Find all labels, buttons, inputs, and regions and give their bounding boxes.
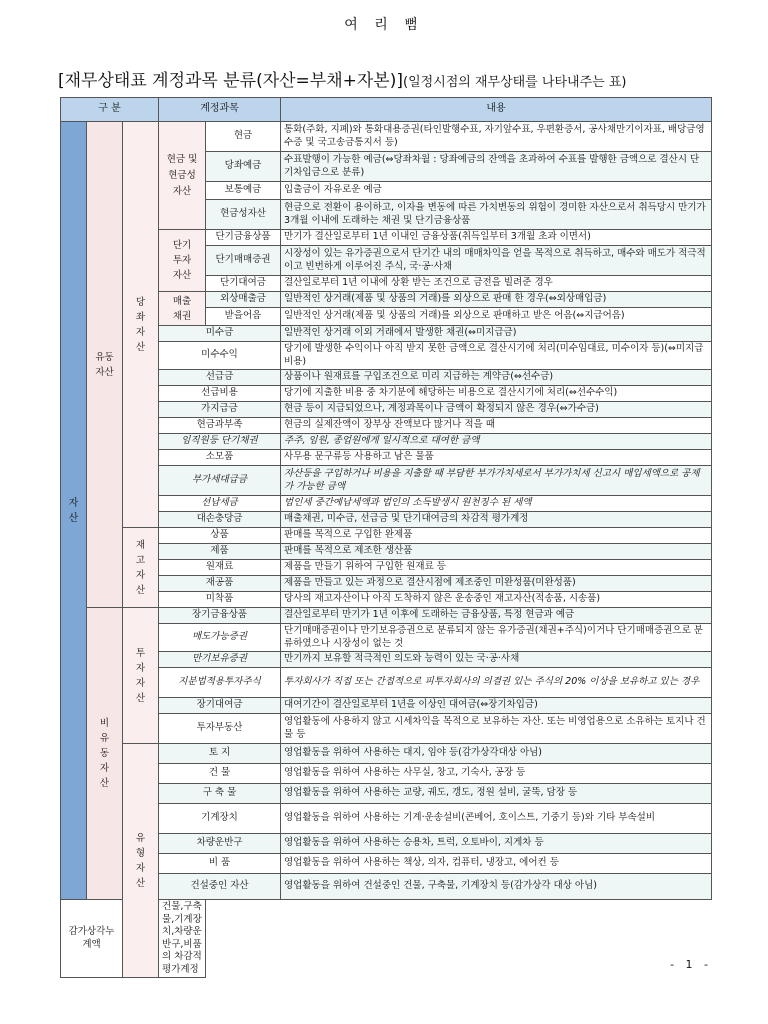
table-row xyxy=(61,652,712,668)
row-account: 상품 xyxy=(159,528,281,544)
row-content: 단기매매증권이나 만기보유증권으로 분류되지 않는 유가증권(채권+주식)이거나 단기매매증권으로 분류하였으나 시장성이 없는 것 xyxy=(281,624,712,652)
row-account: 장기대여금 xyxy=(159,698,281,714)
row-content: 당기에 발생한 수익이나 아직 받지 못한 금액으로 결산시기에 처리(미수임대료, 미수이자 등)(⇔미지급비용) xyxy=(281,342,712,370)
row-content: 주주, 임원, 종업원에게 일시적으로 대여한 금액 xyxy=(281,434,712,450)
row-content: 건물,구축물,기계장치,차량운반구,비품의 차감적 평가계정 xyxy=(159,900,206,978)
table-row xyxy=(61,592,712,608)
row-content: 당사의 재고자산이나 아직 도착하지 않은 운송중인 재고자산(적송품, 시송품) xyxy=(281,592,712,608)
table-row xyxy=(61,342,712,370)
table-row xyxy=(61,900,712,978)
table-row xyxy=(61,874,712,900)
row-content: 당기에 지출한 비용 중 차기분에 해당하는 비용으로 결산시기에 처리(⇔선수수익) xyxy=(281,386,712,402)
table-row xyxy=(61,496,712,512)
row-account: 외상매출금 xyxy=(206,292,281,308)
table-row xyxy=(61,576,712,592)
headline-main: [재무상태표 계정과목 분류(자산=부채+자본)] xyxy=(58,71,403,91)
row-content: 현금 등이 지급되었으나, 계정과목이나 금액이 확정되지 않은 경우(⇔가수금) xyxy=(281,402,712,418)
row-content: 입출금이 자유로운 예금 xyxy=(281,182,712,200)
group-inventory: 재고자산 xyxy=(123,528,159,608)
group-current-assets: 유동자산 xyxy=(87,122,123,608)
table-row xyxy=(61,764,712,784)
row-content: 사무용 문구류등 사용하고 남은 물품 xyxy=(281,450,712,466)
row-content: 제품을 만들기 위하여 구입한 원재료 등 xyxy=(281,560,712,576)
row-account: 지분법적용투자주식 xyxy=(159,668,281,698)
row-account: 현금성자산 xyxy=(206,200,281,230)
account-table xyxy=(60,97,712,978)
table-row xyxy=(61,668,712,698)
header-content: 내용 xyxy=(281,98,712,122)
table-row xyxy=(61,528,712,544)
row-account: 소모품 xyxy=(159,450,281,466)
table-row xyxy=(61,714,712,744)
page-number: - 1 - xyxy=(670,958,712,971)
row-content: 판매를 목적으로 제조한 생산품 xyxy=(281,544,712,560)
group-tangible-assets: 유형자산 xyxy=(123,744,159,978)
group-investment-assets: 투자자산 xyxy=(123,608,159,744)
row-content: 통화(주화, 지폐)와 통화대용증권(타인발행수표, 자기앞수표, 우편환증서, 공사채만기이자표, 배당금영수증 및 국고송금통지서 등) xyxy=(281,122,712,152)
group-noncurrent-assets: 비유동자산 xyxy=(87,608,123,900)
row-account: 선급금 xyxy=(159,370,281,386)
group-receivables: 매출 채권 xyxy=(159,292,206,326)
row-account: 현금과부족 xyxy=(159,418,281,434)
table-row xyxy=(61,466,712,496)
table-row xyxy=(61,370,712,386)
row-content: 판매를 목적으로 구입한 완제품 xyxy=(281,528,712,544)
row-account: 재공품 xyxy=(159,576,281,592)
table-row xyxy=(61,434,712,450)
row-account: 당좌예금 xyxy=(206,152,281,182)
table-row xyxy=(61,608,712,624)
row-account: 단기매매증권 xyxy=(206,246,281,276)
row-content: 제품을 만들고 있는 과정으로 결산시점에 제조중인 미완성품(미완성품) xyxy=(281,576,712,592)
table-row xyxy=(61,624,712,652)
row-content: 영업활동을 위하여 사용하는 대지, 임야 등(감가상각대상 아님) xyxy=(281,744,712,764)
row-content: 투자회사가 직접 또는 간접적으로 피투자회사의 의결권 있는 주식의 20% 이상을 보유하고 있는 경우 xyxy=(281,668,712,698)
row-account: 단기대여금 xyxy=(206,276,281,292)
row-account: 부가세대급금 xyxy=(159,466,281,496)
table-row xyxy=(61,386,712,402)
table-header-row xyxy=(61,98,712,122)
row-account: 투자부동산 xyxy=(159,714,281,744)
row-content: 영업활동을 위하여 사용하는 기계·운송설비(콘베어, 호이스트, 기중기 등)와 기타 부속설비 xyxy=(281,804,712,834)
row-account: 건설중인 자산 xyxy=(159,874,281,900)
table-row xyxy=(61,512,712,528)
row-account: 미수수익 xyxy=(159,342,281,370)
row-account: 감가상각누계액 xyxy=(61,900,123,978)
row-content: 일반적인 상거래 이외 거래에서 발생한 채권(⇔미지급금) xyxy=(281,326,712,342)
row-account: 단기금융상품 xyxy=(206,230,281,246)
row-account: 가지급금 xyxy=(159,402,281,418)
table-row xyxy=(61,560,712,576)
row-content: 결산일로부터 만기가 1년 이후에 도래하는 금융상품, 특정 현금과 예금 xyxy=(281,608,712,624)
row-content: 만기가 결산일로부터 1년 이내인 금융상품(취득일부터 3개월 초과 이면서) xyxy=(281,230,712,246)
header-account: 계정과목 xyxy=(159,98,281,122)
row-account: 선납세금 xyxy=(159,496,281,512)
headline-sub: (일정시점의 재무상태를 나타내주는 표) xyxy=(403,75,627,90)
table-row xyxy=(61,326,712,342)
table-row xyxy=(61,744,712,764)
document-headline xyxy=(58,66,626,91)
row-account: 선급비용 xyxy=(159,386,281,402)
row-content: 자산등을 구입하거나 비용을 지출할 때 부담한 부가가치세로서 부가가치세 신고시 매입세액으로 공제가 가능한 금액 xyxy=(281,466,712,496)
table-row xyxy=(61,854,712,874)
row-content: 결산일로부터 1년 이내에 상환 받는 조건으로 금전을 빌려준 경우 xyxy=(281,276,712,292)
row-content: 영업활동을 위하여 사용하는 교량, 궤도, 갱도, 정원 설비, 굴뚝, 담장 등 xyxy=(281,784,712,804)
table-row xyxy=(61,784,712,804)
row-account: 매도가능증권 xyxy=(159,624,281,652)
row-account: 장기금융상품 xyxy=(159,608,281,624)
table-row xyxy=(61,450,712,466)
row-content: 시장성이 있는 유가증권으로서 단기간 내의 매매차익을 얻을 목적으로 취득하고, 매수와 매도가 적극적이고 빈번하게 이루어진 주식, 국·공·사채 xyxy=(281,246,712,276)
row-content: 매출채권, 미수금, 선급금 및 단기대여금의 차감적 평가계정 xyxy=(281,512,712,528)
row-content: 영업활동을 위하여 사용하는 사무실, 창고, 기숙사, 공장 등 xyxy=(281,764,712,784)
page-title: 여 리 뻠 xyxy=(344,17,424,33)
table-row xyxy=(61,834,712,854)
table-row xyxy=(61,402,712,418)
row-account: 기계장치 xyxy=(159,804,281,834)
row-account: 제품 xyxy=(159,544,281,560)
row-account: 현금 xyxy=(206,122,281,152)
row-content: 현금의 실제잔액이 장부상 잔액보다 많거나 적을 때 xyxy=(281,418,712,434)
row-account: 임직원등 단기채권 xyxy=(159,434,281,450)
row-content: 상품이나 원재료를 구입조건으로 미리 지급하는 계약금(⇔선수금) xyxy=(281,370,712,386)
row-content: 영업활동에 사용하지 않고 시세차익을 목적으로 보유하는 자산. 또는 비영업용으로 소유하는 토지나 건물 등 xyxy=(281,714,712,744)
row-content: 현금으로 전환이 용이하고, 이자율 변동에 따른 가치변동의 위험이 경미한 자산으로서 취득당시 만기가 3개월 이내에 도래하는 채권 및 단기금융상품 xyxy=(281,200,712,230)
row-content: 영업활동을 위하여 사용하는 책상, 의자, 컴퓨터, 냉장고, 에어컨 등 xyxy=(281,854,712,874)
row-account: 구 축 물 xyxy=(159,784,281,804)
row-content: 일반적인 상거래(제품 및 상품의 거래)를 외상으로 판매하고 받은 어음(⇔지급어음) xyxy=(281,308,712,326)
row-account: 미수금 xyxy=(159,326,281,342)
row-content: 수표발행이 가능한 예금(⇔당좌차월 : 당좌예금의 잔액을 초과하여 수표를 발행한 금액으로 결산시 단기차입금으로 분류) xyxy=(281,152,712,182)
header-category: 구 분 xyxy=(61,98,159,122)
row-content: 영업활동을 위하여 사용하는 승용차, 트럭, 오토바이, 지게차 등 xyxy=(281,834,712,854)
row-account: 토 지 xyxy=(159,744,281,764)
row-account: 비 품 xyxy=(159,854,281,874)
table-row xyxy=(61,292,712,308)
row-account: 만기보유증권 xyxy=(159,652,281,668)
row-account: 보통예금 xyxy=(206,182,281,200)
table-row xyxy=(61,544,712,560)
row-account: 대손충당금 xyxy=(159,512,281,528)
table-row xyxy=(61,804,712,834)
row-content: 법인세 중간예납세액과 법인의 소득발생시 원천징수 된 세액 xyxy=(281,496,712,512)
row-account: 원재료 xyxy=(159,560,281,576)
row-content: 일반적인 상거래(제품 및 상품의 거래)를 외상으로 판매 한 경우(⇔외상매입금) xyxy=(281,292,712,308)
row-content: 영업활동을 위하여 건설중인 건물, 구축물, 기계장치 등(감가상각 대상 아님) xyxy=(281,874,712,900)
row-content: 만기까지 보유할 적극적인 의도와 능력이 있는 국·공·사채 xyxy=(281,652,712,668)
row-account: 건 물 xyxy=(159,764,281,784)
group-quick-assets: 당좌자산 xyxy=(123,122,159,528)
row-account: 받을어음 xyxy=(206,308,281,326)
group-asset: 자산 xyxy=(61,122,87,900)
group-short-term-investment: 단기 투자 자산 xyxy=(159,230,206,292)
row-account: 차량운반구 xyxy=(159,834,281,854)
row-account: 미착품 xyxy=(159,592,281,608)
table-row xyxy=(61,230,712,246)
table-row xyxy=(61,418,712,434)
group-cash-equivalents: 현금 및 현금성 자산 xyxy=(159,122,206,230)
table-row xyxy=(61,122,712,152)
row-content: 대여기간이 결산일로부터 1년을 이상인 대여금(⇔장기차입금) xyxy=(281,698,712,714)
table-row xyxy=(61,698,712,714)
